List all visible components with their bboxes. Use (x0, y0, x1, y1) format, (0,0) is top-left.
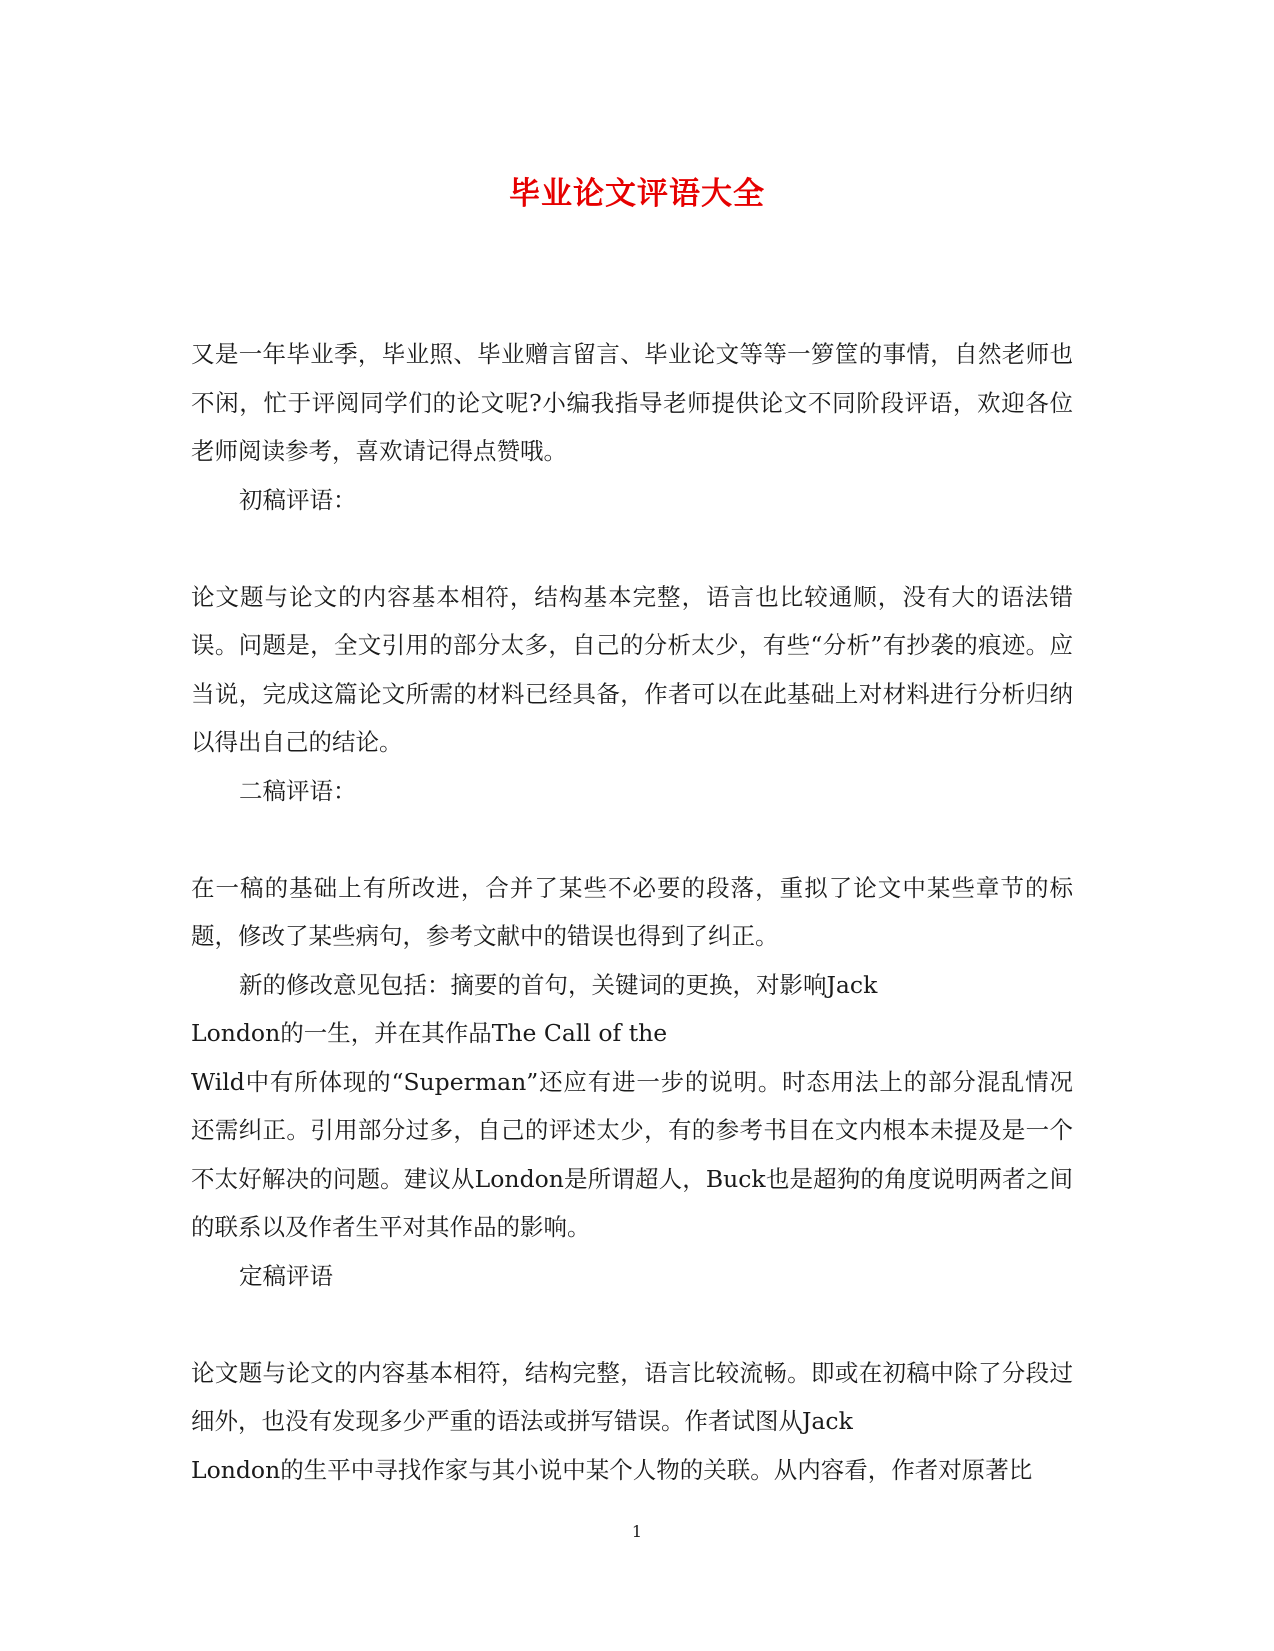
revision-suggestions-line-2: London的一生，并在其作品The Call of the (191, 1019, 668, 1047)
blank-line (191, 524, 1073, 573)
section-heading-second-draft: 二稿评语： (239, 776, 357, 805)
blank-line (191, 815, 1073, 864)
section-heading-final-draft: 定稿评语 (239, 1261, 333, 1290)
page-number: 1 (631, 1522, 643, 1541)
second-draft-comment: 在一稿的基础上有所改进，合并了某些不必要的段落，重拟了论文中某些章节的标题，修改了某些病句，参考文献中的错误也得到了纠正。 (191, 873, 1073, 950)
revision-suggestions-line-1: 新的修改意见包括：摘要的首句，关键词的更换，对影响Jack (239, 970, 878, 999)
first-draft-comment: 论文题与论文的内容基本相符，结构基本完整，语言也比较通顺，没有大的语法错误。问题是，全文引用的部分太多，自己的分析太少，有些“分析”有抄袭的痕迹。应当说，完成这篇论文所需的材料已经具备，作者可以在此基础上对材料进行分析归纳以得出自己的结论。 (191, 582, 1073, 756)
final-draft-comment-line-2: London的生平中寻找作家与其小说中某个人物的关联。从内容看，作者对原著比 (191, 1455, 1033, 1484)
intro-paragraph: 又是一年毕业季，毕业照、毕业赠言留言、毕业论文等等一箩筐的事情，自然老师也不闲，忙于评阅同学们的论文呢?小编我指导老师提供论文不同阶段评语，欢迎各位老师阅读参考，喜欢请记得点赞哦。 (191, 340, 1073, 465)
document-body (191, 330, 1073, 1494)
revision-suggestions-body: Wild中有所体现的“Superman”还应有进一步的说明。时态用法上的部分混乱情况还需纠正。引用部分过多，自己的评述太少，有的参考书目在文内根本未提及是一个不太好解决的问题。建议从London是所谓超人，Buck也是超狗的角度说明两者之间的联系以及作者生平对其作品的影响。 (191, 1067, 1073, 1241)
document-title: 毕业论文评语大全 (509, 176, 765, 212)
blank-line (191, 1300, 1073, 1349)
final-draft-comment-line-1: 论文题与论文的内容基本相符，结构完整，语言比较流畅。即或在初稿中除了分段过细外，也没有发现多少严重的语法或拼写错误。作者试图从Jack (191, 1358, 1073, 1435)
section-heading-first-draft: 初稿评语： (239, 485, 357, 514)
